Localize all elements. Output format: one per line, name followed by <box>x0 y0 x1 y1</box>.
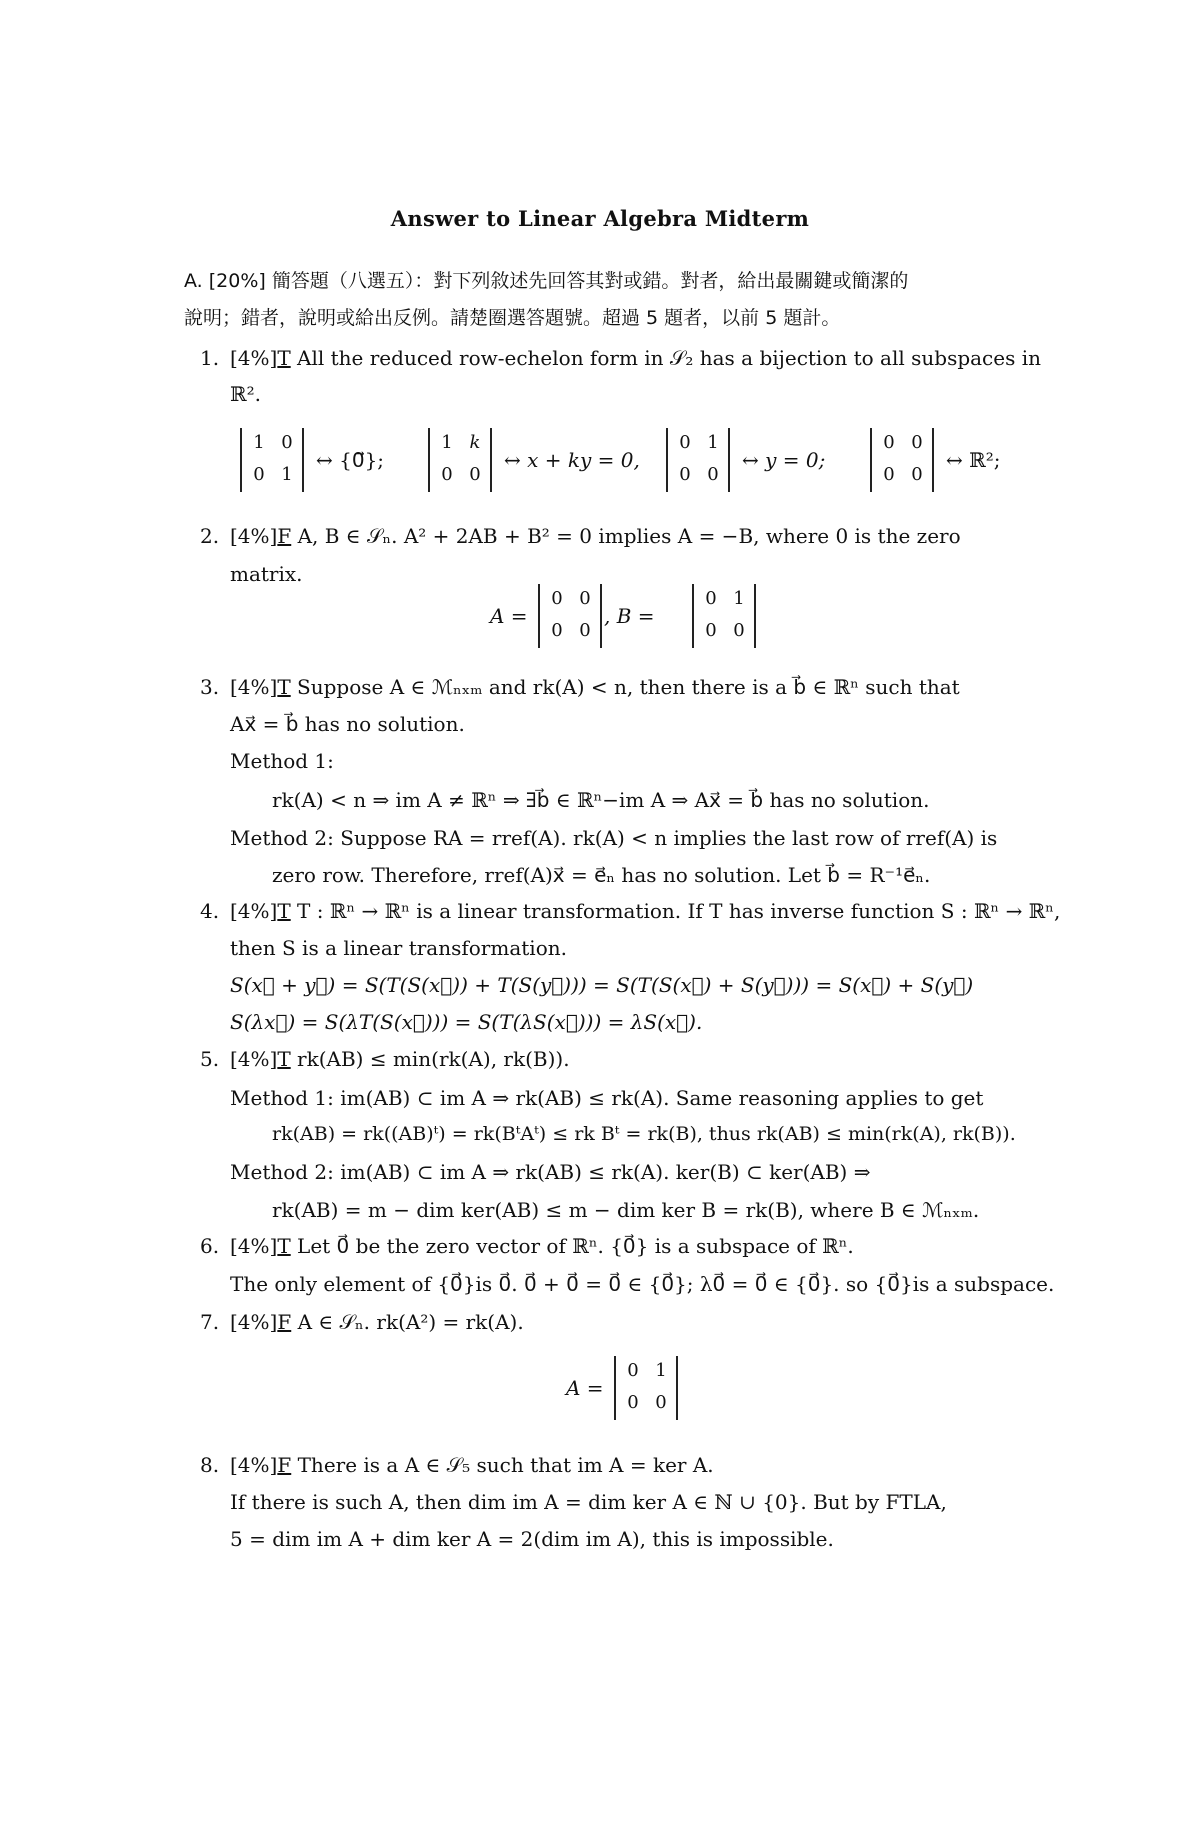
matrix-entry: 1 <box>655 1360 667 1381</box>
matrix-entry: 0 <box>911 464 923 485</box>
method-body: Method 2: Suppose RA = rref(A). rk(A) < n implies the last row of rref(A) is <box>230 826 998 850</box>
score-label: [4%] <box>230 1310 278 1334</box>
score-label: [4%] <box>230 1047 278 1071</box>
correspondence-label: ↔ {0⃗}; <box>316 448 385 472</box>
answer-tag: T <box>277 346 291 370</box>
question-number: 1. <box>200 346 220 370</box>
matrix-entry: 0 <box>679 464 691 485</box>
question-text <box>230 346 1041 371</box>
question-text <box>230 1453 714 1478</box>
matrix-a <box>614 1356 678 1420</box>
matrix-entry: k <box>469 432 481 453</box>
method-body: zero row. Therefore, rref(A)x⃗ = e⃗ₙ has no solution. Let b⃗ = R⁻¹e⃗ₙ. <box>272 863 931 887</box>
matrix-zero <box>870 428 934 492</box>
question-number: 6. <box>200 1234 220 1258</box>
matrix-entry: 0 <box>627 1392 639 1413</box>
statement: rk(AB) ≤ min(rk(A), rk(B)). <box>290 1047 570 1071</box>
method-body: Method 1: im(AB) ⊂ im A ⇒ rk(AB) ≤ rk(A). Same reasoning applies to get <box>230 1086 984 1110</box>
matrix-entry: 0 <box>883 464 895 485</box>
matrix-label-a: A = <box>490 604 528 628</box>
matrix-entry: 0 <box>551 588 563 609</box>
question-number: 2. <box>200 524 220 548</box>
answer-tag: F <box>277 1453 292 1477</box>
correspondence-label: ↔ x + ky = 0, <box>504 448 640 472</box>
section-a-intro-line-1: A. [20%] 簡答題（八選五）：對下列敘述先回答其對或錯。對者，給出最關鍵或簡潔的 <box>184 270 909 292</box>
matrix-a <box>538 584 602 648</box>
matrix-entry: 0 <box>655 1392 667 1413</box>
method-body: rk(AB) = rk((AB)ᵗ) = rk(BᵗAᵗ) ≤ rk Bᵗ = rk(B), thus rk(AB) ≤ min(rk(A), rk(B)). <box>272 1123 1016 1145</box>
statement: A ∈ 𝒮ₙ. rk(A²) = rk(A). <box>291 1310 524 1334</box>
equation-line: S(λx⃗) = S(λT(S(x⃗))) = S(T(λS(x⃗))) = λS(x⃗). <box>230 1010 703 1034</box>
statement: Let 0⃗ be the zero vector of ℝⁿ. {0⃗} is a subspace of ℝⁿ. <box>290 1234 854 1258</box>
question-text-cont: then S is a linear transformation. <box>230 936 567 960</box>
question-text <box>230 899 1060 924</box>
answer-tag: T <box>277 1047 291 1071</box>
matrix-entry: 0 <box>441 464 453 485</box>
matrix-entry: 1 <box>707 432 719 453</box>
score-label: [4%] <box>230 675 278 699</box>
matrix-entry: 1 <box>281 464 293 485</box>
answer-tag: T <box>277 1234 291 1258</box>
page-title: Answer to Linear Algebra Midterm <box>390 206 810 231</box>
method-body: Method 2: im(AB) ⊂ im A ⇒ rk(AB) ≤ rk(A). ker(B) ⊂ ker(AB) ⇒ <box>230 1160 871 1184</box>
statement: Suppose A ∈ ℳₙₓₘ and rk(A) < n, then there is a b⃗ ∈ ℝⁿ such that <box>290 675 960 699</box>
matrix-entry: 0 <box>883 432 895 453</box>
method-body: rk(AB) = m − dim ker(AB) ≤ m − dim ker B = rk(B), where B ∈ ℳₙₓₘ. <box>272 1198 980 1222</box>
explanation-line: If there is such A, then dim im A = dim ker A ∈ ℕ ∪ {0}. But by FTLA, <box>230 1490 947 1514</box>
question-number: 3. <box>200 675 220 699</box>
matrix-entry: 0 <box>253 464 265 485</box>
statement: There is a A ∈ 𝒮₅ such that im A = ker A. <box>291 1453 714 1477</box>
matrix-entry: 1 <box>441 432 453 453</box>
matrix-entry: 0 <box>579 588 591 609</box>
matrix-label-b: , B = <box>604 604 655 628</box>
question-text <box>230 675 960 700</box>
equation-line: S(x⃗ + y⃗) = S(T(S(x⃗)) + T(S(y⃗))) = S(T(S(x⃗) + S(y⃗))) = S(x⃗) + S(y⃗) <box>230 973 974 997</box>
question-text <box>230 1310 524 1335</box>
statement: All the reduced row-echelon form in 𝒮₂ has a bijection to all subspaces in <box>290 346 1041 370</box>
matrix-zero-one <box>666 428 730 492</box>
matrix-entry: 0 <box>679 432 691 453</box>
score-label: [4%] <box>230 524 278 548</box>
matrix-label-a: A = <box>566 1376 604 1400</box>
matrix-entry: 1 <box>733 588 745 609</box>
explanation-line: 5 = dim im A + dim ker A = 2(dim im A), this is impossible. <box>230 1527 834 1551</box>
matrix-entry: 0 <box>911 432 923 453</box>
statement: T : ℝⁿ → ℝⁿ is a linear transformation. If T has inverse function S : ℝⁿ → ℝⁿ, <box>290 899 1061 923</box>
method-heading: Method 1: <box>230 749 334 773</box>
question-number: 5. <box>200 1047 220 1071</box>
matrix-entry: 0 <box>281 432 293 453</box>
answer-tag: F <box>277 1310 292 1334</box>
question-number: 7. <box>200 1310 220 1334</box>
matrix-entry: 1 <box>253 432 265 453</box>
answer-tag: T <box>277 675 291 699</box>
question-text-cont: matrix. <box>230 562 303 586</box>
question-text <box>230 1047 570 1072</box>
score-label: [4%] <box>230 346 278 370</box>
question-text <box>230 1234 854 1259</box>
method-body: rk(A) < n ⇒ im A ≠ ℝⁿ ⇒ ∃b⃗ ∈ ℝⁿ−im A ⇒ Ax⃗ = b⃗ has no solution. <box>272 788 930 812</box>
correspondence-label: ↔ y = 0; <box>742 448 826 472</box>
matrix-entry: 0 <box>707 464 719 485</box>
score-label: [4%] <box>230 1234 278 1258</box>
question-text-cont: Ax⃗ = b⃗ has no solution. <box>230 712 465 736</box>
correspondence-label: ↔ ℝ²; <box>946 448 1001 472</box>
question-text-cont: The only element of {0⃗}is 0⃗. 0⃗ + 0⃗ = 0⃗ ∈ {0⃗}; λ0⃗ = 0⃗ ∈ {0⃗}. so {0⃗}is a subspace. <box>230 1272 1055 1296</box>
score-label: [4%] <box>230 1453 278 1477</box>
question-number: 8. <box>200 1453 220 1477</box>
matrix-entry: 0 <box>705 588 717 609</box>
statement: A, B ∈ 𝒮ₙ. A² + 2AB + B² = 0 implies A = −B, where 0 is the zero <box>291 524 961 548</box>
matrix-entry: 0 <box>627 1360 639 1381</box>
score-label: [4%] <box>230 899 278 923</box>
matrix-identity <box>240 428 304 492</box>
section-a-intro-line-2: 說明；錯者，說明或給出反例。請楚圈選答題號。超過 5 題者，以前 5 題計。 <box>184 307 841 329</box>
matrix-entry: 0 <box>579 620 591 641</box>
matrix-entry: 0 <box>733 620 745 641</box>
matrix-b <box>692 584 756 648</box>
matrix-entry: 0 <box>551 620 563 641</box>
matrix-one-k <box>428 428 492 492</box>
question-text-cont: ℝ². <box>230 382 261 406</box>
answer-tag: T <box>277 899 291 923</box>
answer-tag: F <box>277 524 292 548</box>
matrix-entry: 0 <box>705 620 717 641</box>
question-number: 4. <box>200 899 220 923</box>
question-text <box>230 524 961 549</box>
matrix-entry: 0 <box>469 464 481 485</box>
